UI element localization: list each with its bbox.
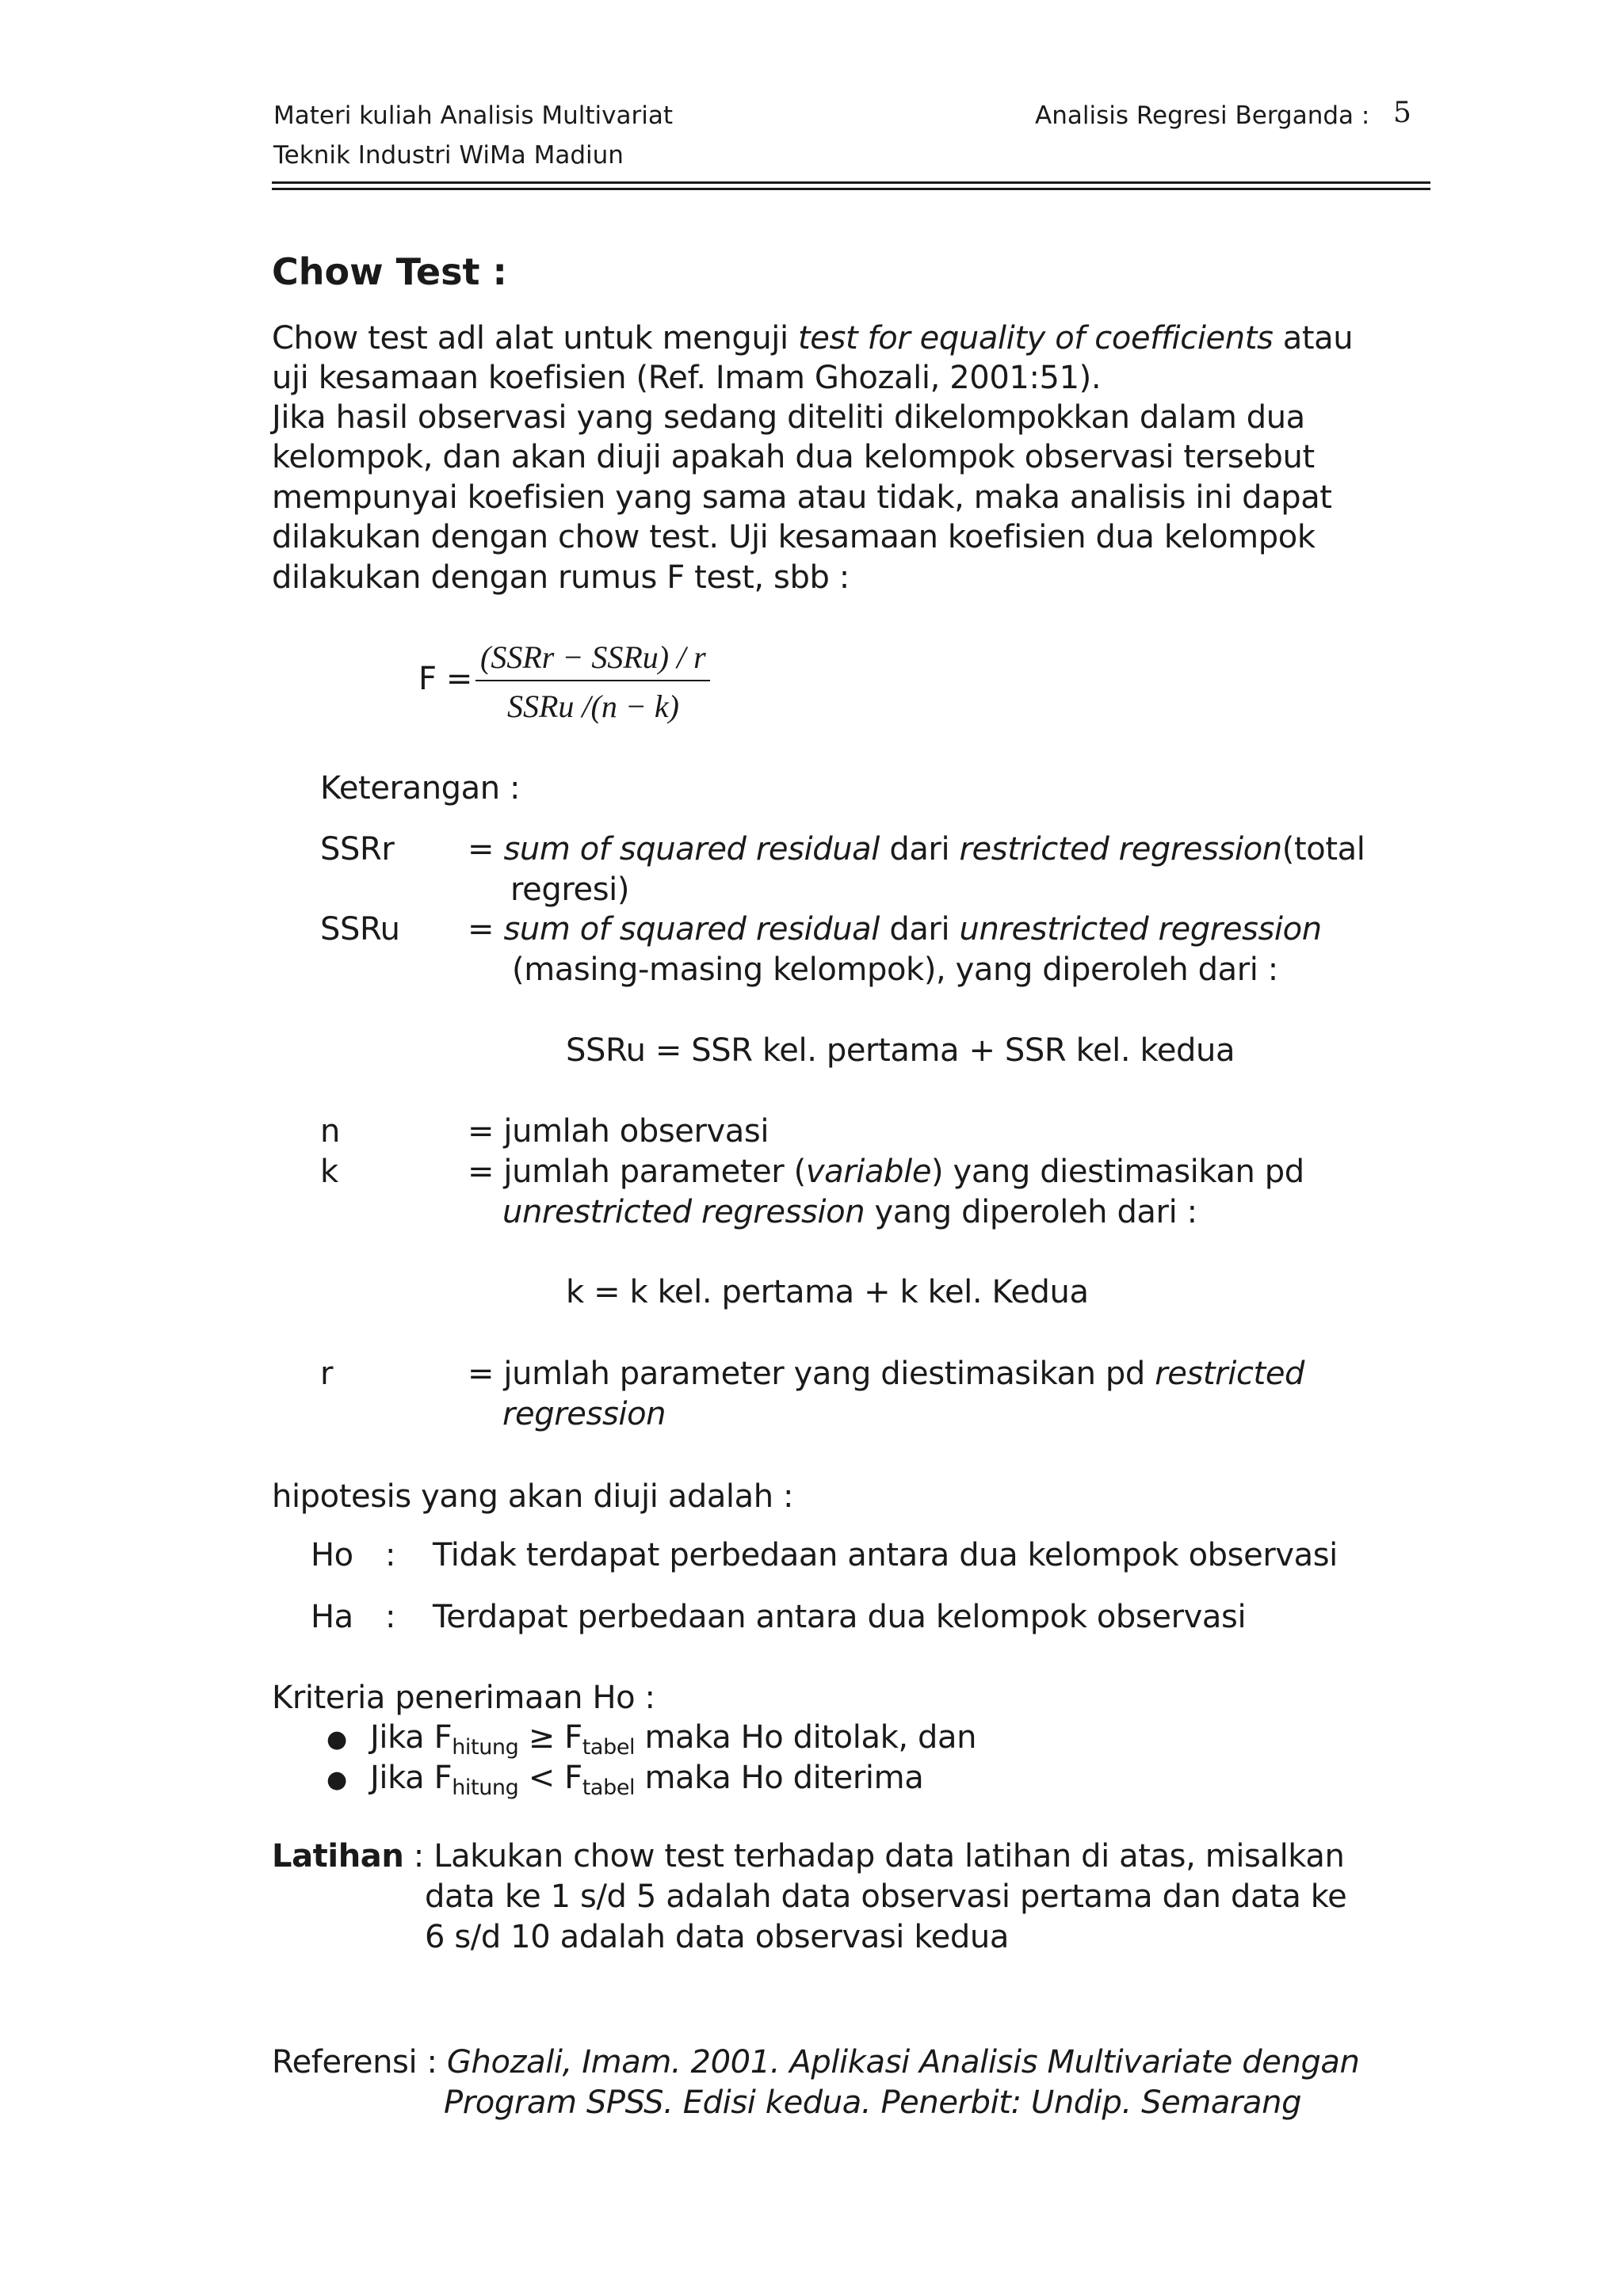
latihan-line-1: Latihan : Lakukan chow test terhadap data latihan di atas, misalkan (272, 1838, 1345, 1875)
ha-text: Terdapat perbedaan antara dua kelompok observasi (433, 1599, 1247, 1635)
header-course-title: Materi kuliah Analisis Multivariat (273, 101, 674, 130)
def-ssru-line-1: = sum of squared residual dari unrestricted regression (468, 911, 1322, 948)
def-ssrr-line-1: = sum of squared residual dari restricted regression(total (468, 831, 1365, 868)
def-r-line-2: regression (502, 1396, 666, 1432)
intro-line-5: mempunyai koefisien yang sama atau tidak, maka analisis ini dapat (272, 479, 1332, 516)
header-rule-bottom (272, 188, 1430, 190)
def-ssru-line-2: (masing-masing kelompok), yang diperoleh dari : (512, 952, 1278, 988)
ha-label: Ha (311, 1599, 353, 1635)
formula-numerator: (SSRr − SSRu) / r (480, 639, 706, 675)
keterangan-heading: Keterangan : (320, 770, 521, 807)
ha-colon: : (385, 1599, 396, 1635)
term-r: r (320, 1356, 334, 1392)
fraction-bar (475, 680, 710, 681)
latihan-line-3: 6 s/d 10 adalah data observasi kedua (425, 1919, 1009, 1955)
def-k-line-2: unrestricted regression yang diperoleh dari : (502, 1194, 1197, 1230)
header-rule-top (272, 181, 1430, 184)
term-n: n (320, 1113, 340, 1150)
bullet-icon: ● (327, 1766, 348, 1794)
kriteria-heading: Kriteria penerimaan Ho : (272, 1680, 655, 1716)
ho-colon: : (385, 1537, 396, 1573)
intro-line-7: dilakukan dengan rumus F test, sbb : (272, 559, 850, 596)
referensi-line-1: Referensi : Ghozali, Imam. 2001. Aplikasi Analisis Multivariate dengan (272, 2044, 1360, 2081)
kriteria-item-2: Jika $F_{hitung} < F_{tabel}$ maka Ho diterima (370, 1760, 924, 1800)
formula-lhs: F = (418, 661, 473, 697)
hipotesis-intro: hipotesis yang akan diuji adalah : (272, 1478, 794, 1515)
intro-line-2: uji kesamaan koefisien (Ref. Imam Ghozali, 2001:51). (272, 360, 1102, 396)
def-n: = jumlah observasi (468, 1113, 769, 1150)
term-k: k (320, 1154, 338, 1190)
def-r-line-1: = jumlah parameter yang diestimasikan pd restricted (468, 1356, 1305, 1392)
term-ssru: SSRu (320, 911, 400, 948)
def-ssrr-line-2: regresi) (510, 871, 630, 908)
intro-line-4: kelompok, dan akan diuji apakah dua kelompok observasi tersebut (272, 439, 1315, 475)
ho-label: Ho (311, 1537, 353, 1573)
intro-line-6: dilakukan dengan chow test. Uji kesamaan koefisien dua kelompok (272, 519, 1316, 555)
ssru-equation: SSRu = SSR kel. pertama + SSR kel. kedua (566, 1032, 1235, 1069)
kriteria-item-1: Jika $F_{hitung} \ge F_{tabel}$ maka Ho ditolak, dan (370, 1719, 977, 1760)
term-ssrr: SSRr (320, 831, 395, 868)
intro-line-3: Jika hasil observasi yang sedang diteliti dikelompokkan dalam dua (272, 399, 1305, 436)
header-institution: Teknik Industri WiMa Madiun (273, 141, 624, 170)
k-equation: k = k kel. pertama + k kel. Kedua (566, 1274, 1089, 1310)
latihan-line-2: data ke 1 s/d 5 adalah data observasi pertama dan data ke (425, 1878, 1347, 1915)
intro-line-1: Chow test adl alat untuk menguji test for equality of coefficients atau (272, 320, 1354, 357)
header-chapter-title: Analisis Regresi Berganda : (1035, 101, 1370, 130)
def-k-line-1: = jumlah parameter (variable) yang diestimasikan pd (468, 1154, 1304, 1190)
section-title: Chow Test : (272, 250, 507, 293)
bullet-icon: ● (327, 1726, 348, 1753)
ho-text: Tidak terdapat perbedaan antara dua kelompok observasi (433, 1537, 1338, 1573)
page-number: 5 (1393, 97, 1411, 129)
formula-denominator: SSRu /(n − k) (507, 688, 679, 724)
referensi-line-2: Program SPSS. Edisi kedua. Penerbit: Undip. Semarang (444, 2084, 1302, 2121)
